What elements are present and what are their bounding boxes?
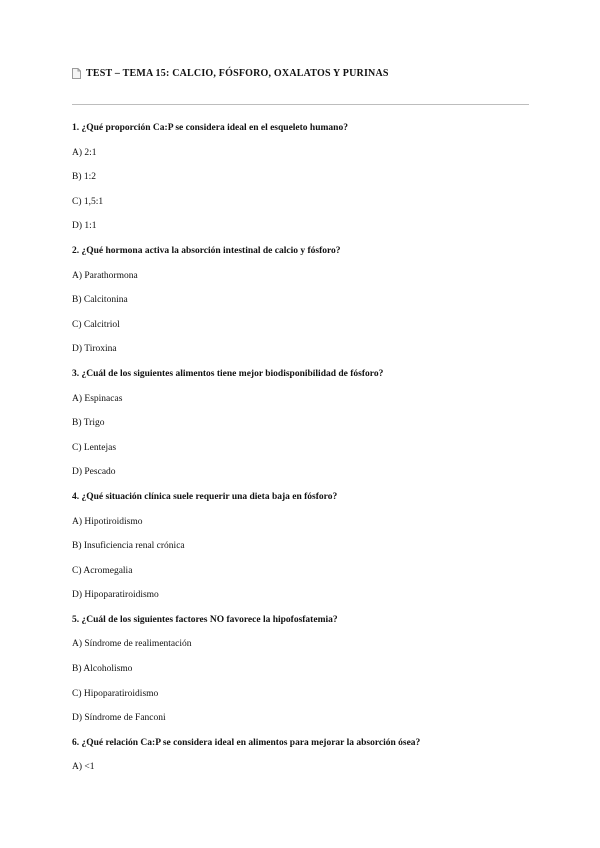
option-d: D) Pescado: [72, 467, 116, 478]
option-d: D) Tiroxina: [72, 344, 117, 355]
option-c: C) Calcitriol: [72, 319, 120, 330]
document-title: TEST – TEMA 15: CALCIO, FÓSFORO, OXALATOS Y PURINAS: [86, 68, 389, 79]
option-b: B) Insuficiencia renal crónica: [72, 541, 185, 552]
option-b: B) 1:2: [72, 172, 97, 183]
option-c: C) Hipoparatiroidismo: [72, 688, 159, 699]
option-a: A) Síndrome de realimentación: [72, 639, 192, 650]
option-c: C) Lentejas: [72, 442, 117, 453]
question-text: 3. ¿Cuál de los siguientes alimentos tiene mejor biodisponibilidad de fósforo?: [72, 368, 384, 379]
question-text: 2. ¿Qué hormona activa la absorción intestinal de calcio y fósforo?: [72, 245, 341, 256]
question-2: [72, 241, 532, 364]
option-a: A) Hipotiroidismo: [72, 516, 143, 527]
question-text: 5. ¿Cuál de los siguientes factores NO favorece la hipofosfatemia?: [72, 614, 338, 625]
option-c: C) 1,5:1: [72, 196, 104, 207]
question-text: 6. ¿Qué relación Ca:P se considera ideal en alimentos para mejorar la absorción ósea?: [72, 737, 421, 748]
option-b: B) Calcitonina: [72, 295, 128, 306]
question-4: [72, 487, 532, 610]
option-a: A) Espinacas: [72, 393, 123, 404]
option-a: A) 2:1: [72, 147, 97, 158]
option-b: B) Trigo: [72, 418, 105, 429]
option-c: C) Acromegalia: [72, 565, 133, 576]
question-1: [72, 118, 532, 241]
question-6: [72, 733, 532, 782]
divider: [72, 104, 529, 105]
question-text: 1. ¿Qué proporción Ca:P se considera ideal en el esqueleto humano?: [72, 123, 348, 133]
question-3: [72, 364, 532, 487]
option-d: D) Hipoparatiroidismo: [72, 590, 159, 601]
question-5: [72, 610, 532, 733]
option-d: D) 1:1: [72, 221, 97, 232]
document-icon: [72, 68, 81, 79]
document-header: [72, 68, 389, 79]
question-list: [72, 118, 532, 782]
option-a: A) Parathormona: [72, 270, 138, 281]
question-text: 4. ¿Qué situación clínica suele requerir una dieta baja en fósforo?: [72, 491, 338, 502]
option-d: D) Síndrome de Fanconi: [72, 713, 166, 724]
option-a: A) <1: [72, 762, 95, 773]
option-b: B) Alcoholismo: [72, 664, 133, 675]
